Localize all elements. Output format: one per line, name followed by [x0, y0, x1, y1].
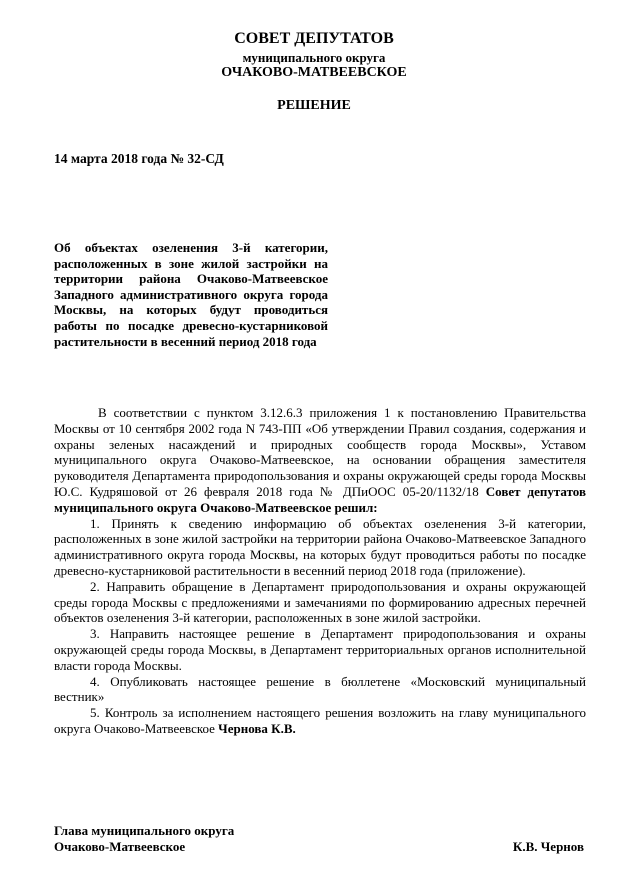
- signature-name: К.В. Чернов: [512, 839, 584, 854]
- date-number: 14 марта 2018 года № 32-СД: [54, 151, 224, 166]
- preamble-text: В соответствии с пунктом 3.12.6.3 приложения 1 к постановлению Правительства Москвы от 10 сентября 2002 года N 743-ПП «Об утверждении Правил создания, содержания и охраны зеленых насаждений и природных сообществ города Москвы», Уставом муниципального округа Очаково-Матвеевское, на основании обращения заместителя руководителя Департамента природопользования и охраны окружающей среды города Москвы Ю.С. Кудряшовой от 26 февраля 2018 года № ДПиООС 05-20/1132/18: [54, 405, 586, 499]
- document-type: РЕШЕНИЕ: [277, 98, 351, 113]
- list-item: [54, 705, 586, 737]
- district-name: ОЧАКОВО-МАТВЕЕВСКОЕ: [221, 65, 407, 80]
- signature-title-line2: Очаково-Матвеевское: [54, 839, 186, 854]
- responsible-person: Чернова К.В.: [218, 720, 296, 736]
- decision-subject: Об объектах озеленения 3-й категории, расположенных в зоне жилой застройки на территории района Очаково-Матвеевское Западного административного округа города Москвы, на которых будут проводиться работы по посадке древесно-кустарниковой растительности в весенний период 2018 года: [54, 240, 328, 349]
- list-item: 1. Принять к сведению информацию об объектах озеленения 3-й категории, расположенных в зоне жилой застройки на территории района Очаково-Матвеевское Западного административного округа города Москвы, на которых будут проводиться работы по посадке древесно-кустарниковой растительности в весенний период 2018 года (приложение).: [54, 515, 586, 578]
- list-item: 2. Направить обращение в Департамент природопользования и охраны окружающей среды города Москвы с предложениями и замечаниями по формированию адресных перечней объектов озеленения 3-й категории, расположенных в зоне жилой застройки.: [54, 578, 586, 626]
- list-item-text: 5. Контроль за исполнением настоящего решения возложить на главу муниципального округа Очаково-Матвеевское: [54, 705, 586, 736]
- decision-statement: Совет депутатов муниципального округа Очаково-Матвеевское решил:: [54, 483, 586, 515]
- signature-title-line1: Глава муниципального округа: [54, 823, 235, 838]
- document-body: [54, 405, 586, 737]
- preamble-paragraph: [54, 405, 586, 516]
- list-item: 4. Опубликовать настоящее решение в бюллетене «Московский муниципальный вестник»: [54, 673, 586, 705]
- council-subtitle: муниципального округа: [242, 50, 386, 65]
- list-item: 3. Направить настоящее решение в Департамент природопользования и охраны окружающей среды города Москвы, в Департамент территориальных органов исполнительной власти города Москвы.: [54, 626, 586, 673]
- signature-block: [54, 823, 584, 855]
- council-title: СОВЕТ ДЕПУТАТОВ: [234, 30, 394, 47]
